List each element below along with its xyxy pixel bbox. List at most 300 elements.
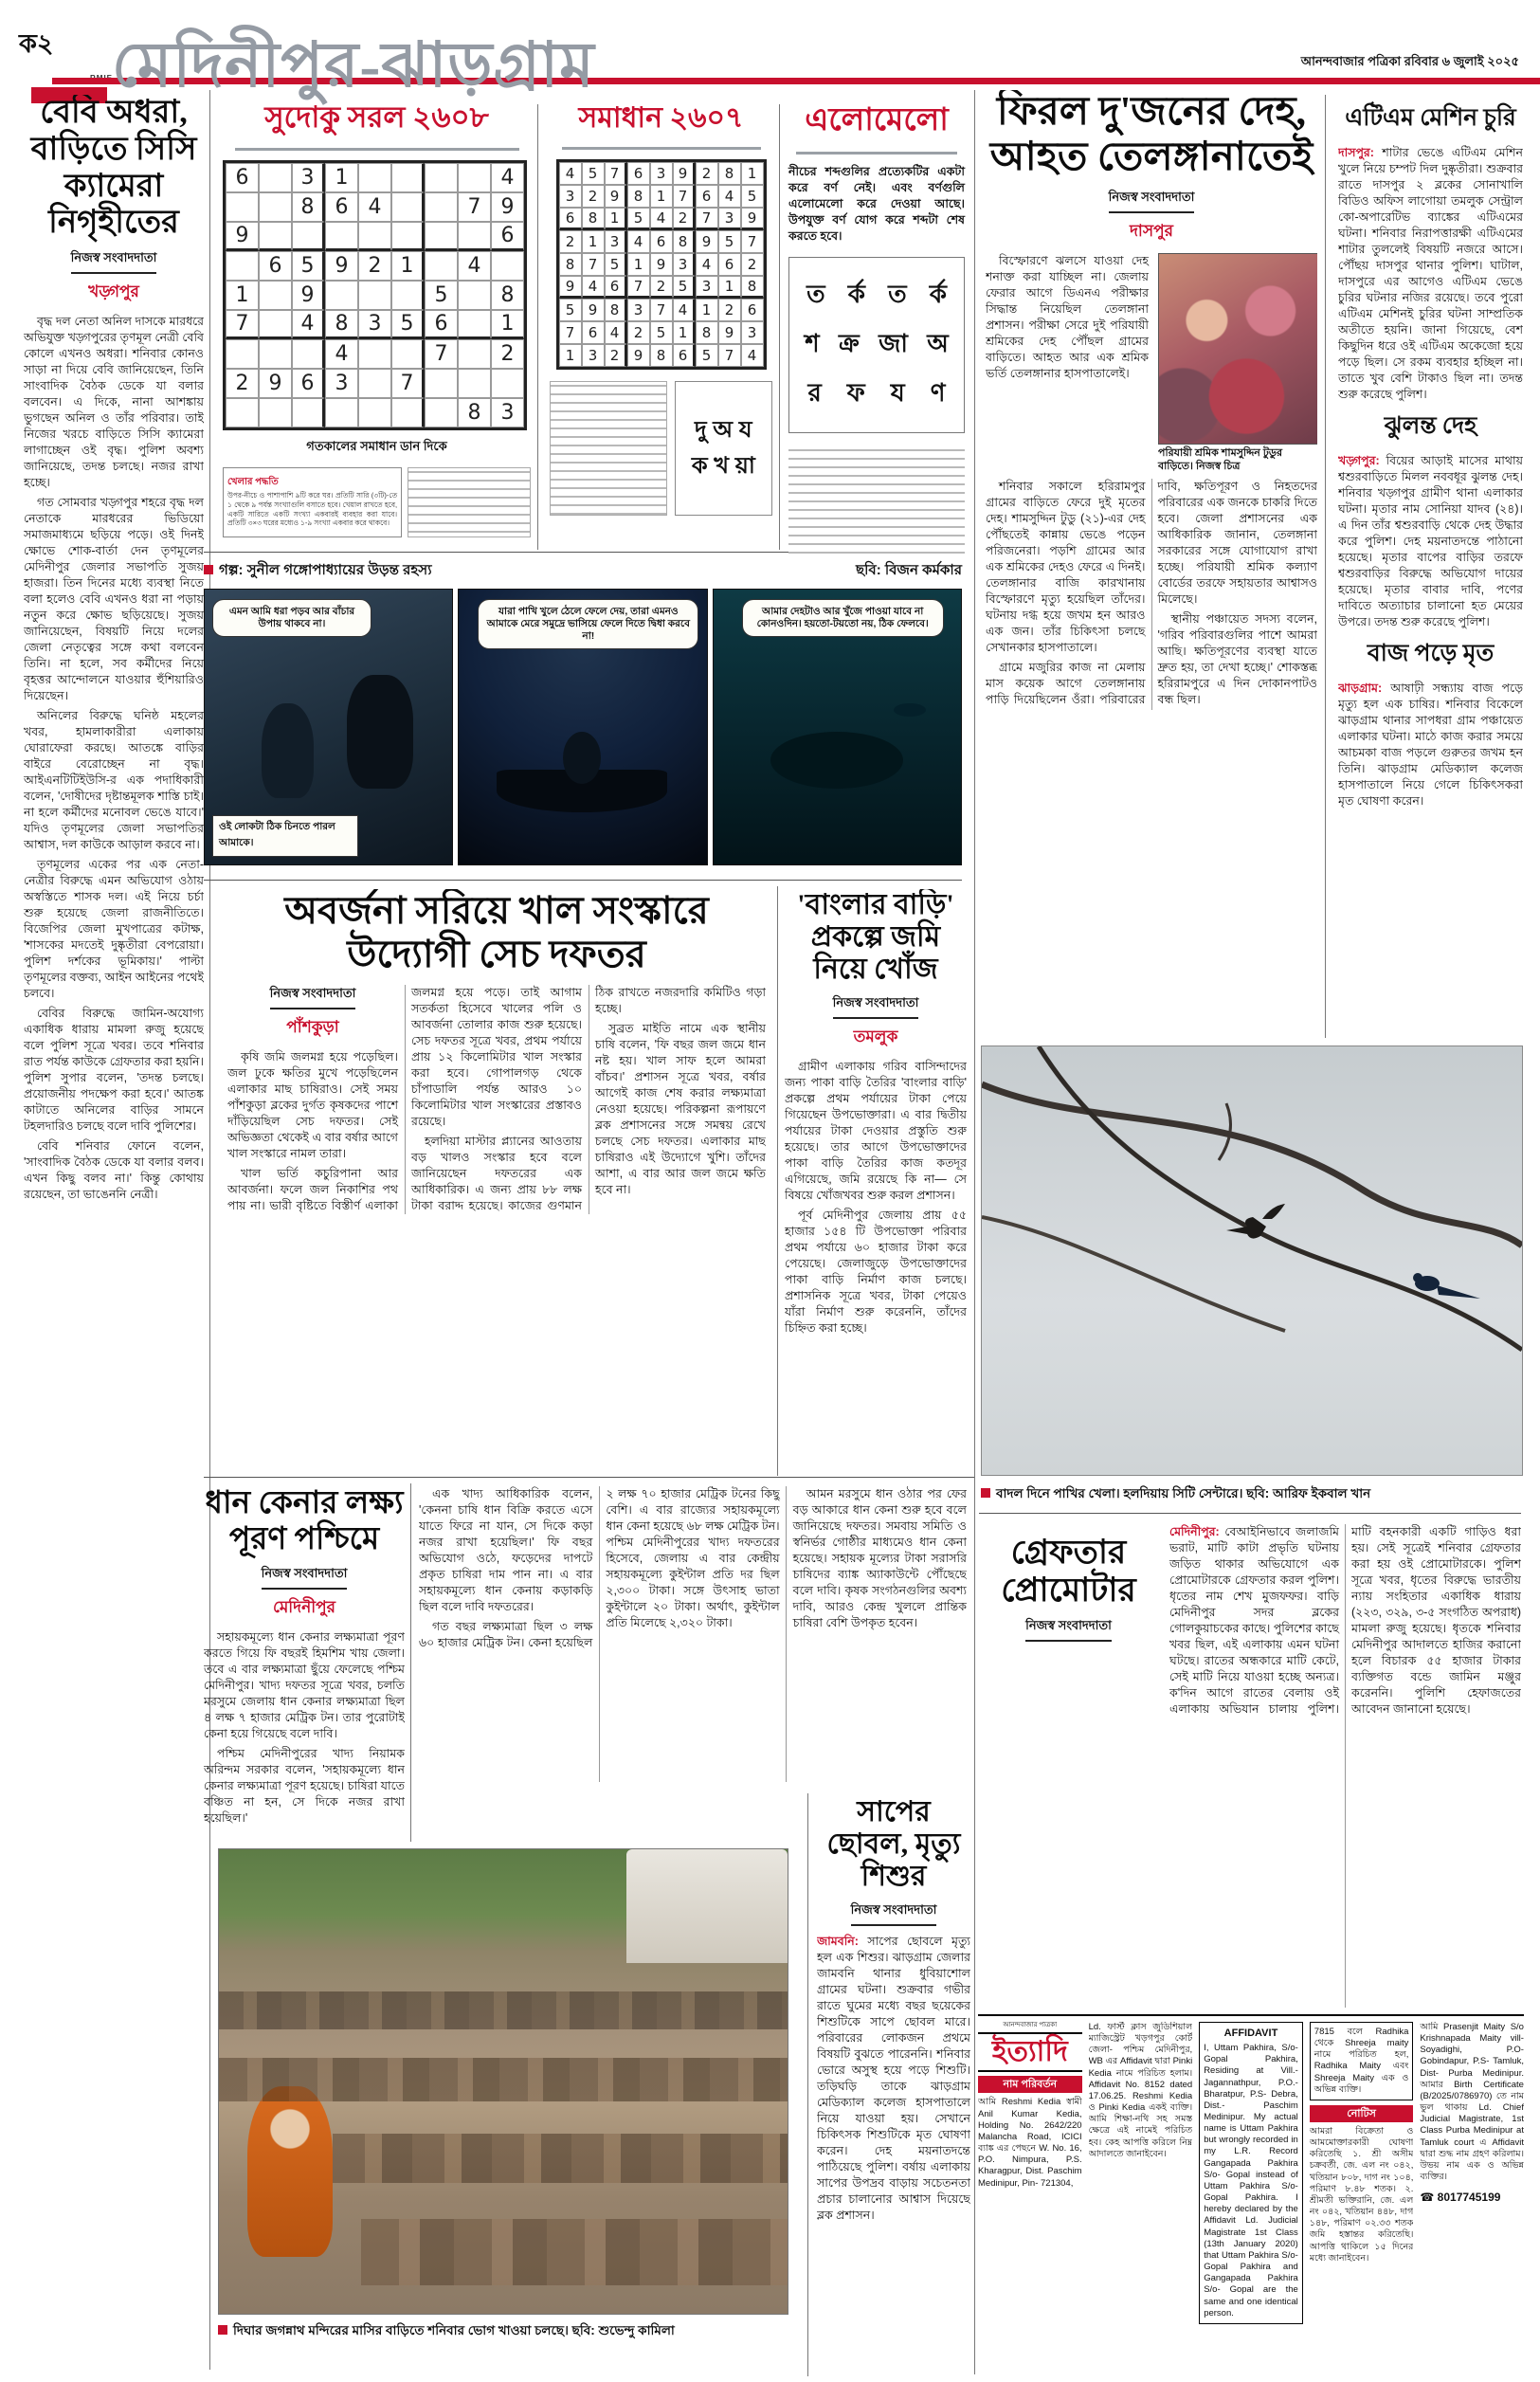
phone-number: 8017745199: [1437, 2191, 1501, 2205]
brief-lead: ঝাড়গ্রাম:: [1338, 682, 1383, 695]
sudoku-cell: [292, 222, 325, 251]
solution-cell: 9: [559, 276, 582, 299]
article-body: [204, 1629, 405, 1827]
solution-cell: 4: [673, 299, 696, 321]
sudoku-cell: [391, 163, 425, 192]
sudoku-cell: [491, 369, 524, 398]
article-saper: [817, 1796, 970, 2376]
solution-cell: 6: [627, 162, 650, 185]
caption-text: দিঘার জগন্নাথ মন্দিরের মাসির বাড়িতে শনিবার ভোগ খাওয়া চলছে। ছবি: শুভেন্দু কামিলা: [233, 2323, 675, 2337]
sudoku-cell: [458, 369, 491, 398]
solution-cell: 9: [627, 344, 650, 367]
paragraph: খাল ভর্তি কচুরিপানা আর আবর্জনা। ফলে জল নিকাশির পথ পায় না। ভারী বৃষ্টিতে বিস্তীর্ণ এলাকা জলমগ্ন হয়ে পড়ে। তাই আগাম সতর্কতা হিসেবে খালের পলি ও আবর্জনা তোলার কাজ শুরু হয়েছে। সেচ দফতর সূত্রে খবর, প্রথম পর্যায়ে প্রায় ১২ কিলোমিটার খাল সংস্কার করা হবে। গোপালগড় থেকে চাঁপাডালি পর্যন্ত আরও ১০ কিলোমিটার খাল সংস্কারের প্রস্তাবও রয়েছে।: [227, 986, 582, 1213]
sudoku-cell: 4: [491, 163, 524, 192]
sudoku-cell: 9: [491, 192, 524, 222]
figure-silhouette: [262, 703, 314, 798]
name-change-header: নাম পরিবর্তন: [978, 2076, 1082, 2093]
classifieds-logo: ইত্যাদি: [978, 2032, 1082, 2072]
byline-text: নিজস্ব সংবাদদাতা: [71, 249, 157, 274]
brief-title: ঝুলন্ত দেহ: [1384, 413, 1477, 439]
sudoku-cell: 2: [358, 251, 391, 281]
sudoku-cell: 2: [226, 369, 259, 398]
sudoku-cell: 1: [391, 251, 425, 281]
paragraph: বিস্ফোরণে ঝলসে যাওয়া দেহ শনাক্ত করা যাচ্ছিল না। জেলায় ফেরার আগে ডিএনএ পরীক্ষার সিদ্ধান্ত নিয়েছিল তেলঙ্গানা প্রশাসন। পরীক্ষা সেরে দুই পরিযায়ী শ্রমিকের দেহ পৌঁছল গ্রামের বাড়িতে। আহত আর এক শ্রমিক ভর্তি তেলঙ্গানার হাসপাতালেই।: [986, 253, 1149, 380]
paragraph: স্থানীয় পঞ্চায়েত সদস্য বলেন, 'গরিব পরিবারগুলির পাশে আমরা আছি। ক্ষতিপূরণের ব্যবস্থা যাতে দ্রুত হয়, তা দেখা হচ্ছে।' শোকস্তব্ধ হরিরামপুরে এ দিন দোকানপাটও বন্ধ ছিল।: [1157, 612, 1317, 707]
solution-title: সমাধান ২৬০৭: [578, 102, 744, 134]
classifieds-block: [978, 2014, 1524, 2382]
solution-cell: 2: [718, 299, 741, 321]
article-banglar-bari: [785, 889, 967, 1475]
sudoku-cell: [425, 192, 458, 222]
divider: [537, 104, 538, 550]
paragraph: বেবি শনিবার ফোনে বলেন, 'সাংবাদিক বৈঠক ডেকে যা বলার বলব। এখন কিছু বলব না।' কিন্তু কোথায় রয়েছেন, তা ভাঙেননি নেত্রী।: [24, 1139, 204, 1201]
article-firol: [986, 90, 1317, 1038]
paragraph: পশ্চিম মেদিনীপুরের খাদ্য নিয়ামক অরিন্দম সরকার বলেন, 'সহায়কমূল্যে ধান কেনার লক্ষ্যমাত্রা পূরণ হয়েছে। চাষিরা যাতে বঞ্চিত না হন, সে দিকে নজর রাখা হয়েছিল।': [204, 1747, 405, 1826]
brief-body: [1338, 453, 1523, 630]
solution-cell: 2: [741, 253, 764, 276]
elomelo-letter: র্ক: [847, 280, 865, 309]
paragraph: আমন মরসুমে ধান ওঠার পর ফের বড় আকারে ধান কেনা শুরু হবে বলে জানিয়েছে দফতর। সমবায় সমিতি ও স্বনির্ভর গোষ্ঠীর মাধ্যমেও ধান কেনা হয়েছে। সহায়ক মূল্যের টাকা সরাসরি চাষিদের ব্যাঙ্ক অ্যাকাউন্টে পৌঁছেছে বলে দাবি। কৃষক সংগঠনগুলির অবশ্য দাবি, আরও কেন্দ্র খুললে প্রান্তিক চাষিরা বেশি উপকৃত হবেন।: [792, 1487, 967, 1629]
speech-bubble: এমন আমি ধরা পড়ব আর বাঁচার উপায় থাকবে না।: [212, 599, 371, 637]
sudoku-cell: [458, 281, 491, 310]
sudoku-cell: 6: [226, 163, 259, 192]
elomelo-letter-row: [795, 373, 958, 415]
solution-cell: 4: [582, 276, 605, 299]
crowd-row: [219, 1991, 788, 2029]
panel-caption: ওই লোকটা ঠিক চিনতে পারল আমাকে।: [212, 815, 358, 857]
byline-text: নিজস্ব সংবাদদাতা: [851, 1901, 937, 1926]
affidavit-box: [1199, 2022, 1303, 2324]
sudoku-cell: 7: [226, 310, 259, 339]
bhog-photo-caption: [218, 2320, 787, 2342]
notice-text: আমরা বিক্রেতা ও আমমোক্তারকারী ঘোষণা করিতেছি ১. শ্রী অসীম চক্রবর্তী, জে. এল নং ০৪২, খতিয়ান ৮০৮, দাগ নং ১০৪, পরিমাণ ৮.৪৮ শতক। ২. শ্রীমতী ভক্তিরানি, জে. এল নং ০৪২, খতিয়ান ৪৪৮, দাগ ১৪৮, পরিমাণ ০২.৩৩ শতক জমি হস্তান্তর করিতেছি। আপত্তি থাকিলে ১৫ দিনের মধ্যে জানাইবেন।: [1309, 2126, 1414, 2264]
sudoku-cell: 6: [325, 192, 358, 222]
elomelo-letter: ণ: [930, 378, 946, 408]
article-intro: [986, 253, 1149, 474]
article-byline: [817, 1901, 970, 1926]
article-body: [986, 479, 1317, 710]
bird-photo: [981, 1046, 1523, 1476]
elomelo-instructions: নীচের শব্দগুলির প্রত্যেকটির একটা করে বর্ণ নেই। এবং বর্ণগুলি এলোমেলো করে দেওয়া আছে। উপযুক্ত বর্ণ যোগ করে শব্দটা শেষ করতে হবে।: [788, 165, 965, 243]
solution-cell: 1: [718, 276, 741, 299]
solution-cell: 6: [718, 253, 741, 276]
branches-illustration: [982, 1046, 1522, 1475]
article-promoter: [981, 1524, 1521, 2008]
paragraph: গ্রামীণ এলাকায় গরিব বাসিন্দাদের জন্য পাকা বাড়ি তৈরির 'বাংলার বাড়ি' প্রকল্পে প্রথম পর্যায়ের টাকা পেয়ে গিয়েছেন উপভোক্তারা। এ বার দ্বিতীয় পর্যায়ের টাকা দেওয়ার প্রস্তুতি শুরু হয়েছে। তার আগে উপভোক্তাদের পাকা বাড়ি তৈরির কাজ কতদূর এগিয়েছে, জমি রয়েছে কি না— সে বিষয়ে খোঁজখবর শুরু করল প্রশাসন।: [785, 1059, 967, 1202]
red-square-bullet: [981, 1488, 990, 1498]
brief-body: [1338, 681, 1523, 809]
comic-panel-1: [204, 589, 453, 865]
elomelo-letter: র্ক: [929, 280, 947, 309]
classified-ad: 7815 বলে Radhika থেকে Shreeja maity নামে পরিচিত হল, Radhika Maity এবং Shreeja Maity এক ও অভিন্ন ব্যক্তি।: [1310, 2022, 1414, 2100]
classifieds-col-5: [1420, 2022, 1524, 2382]
article-bebi: [24, 95, 204, 2370]
article-dateline: খড়্গপুর: [88, 282, 139, 300]
figure-silhouette: [347, 675, 413, 789]
rule: [979, 1513, 1521, 1514]
paragraph: বৃদ্ধ দল নেতা অনিল দাসকে মারধরে অভিযুক্ত খড়্গপুরের তৃণমূল নেত্রী বেবি কোলে এখনও অধরা। শনিবার কোনও সাড়া না দিয়ে বেবি জানিয়েছেন, তিনি সাংবাদিক বৈঠক ডেকে যা বলার বলবেন। এ দিকে, নানা আশঙ্কায় ভুগছেন অনিল ও তাঁর পরিবার। তাই নিজের খরচে বাড়িতে সিসি ক্যামেরা লাগাচ্ছেন ওই বৃদ্ধ। পুলিশ অবশ্য জানিয়েছে, তদন্ত চলছে। নজর রাখা হচ্ছে।: [24, 315, 204, 489]
solution-cell: 1: [559, 344, 582, 367]
sudoku-cell: [391, 192, 425, 222]
elomelo-letter: অ: [927, 329, 949, 358]
article-dateline: পাঁশকুড়া: [286, 1018, 339, 1037]
article-headline: বেবি অধরা, বাড়িতে সিসি ক্যামেরা নিগৃহীতের: [30, 95, 197, 241]
bird-photo-caption: [981, 1483, 1521, 1505]
figure-silhouette: [247, 2086, 333, 2257]
article-byline: [24, 249, 204, 274]
elomelo-letter-row: [795, 324, 958, 366]
promoter-head-col: [981, 1524, 1156, 2008]
classifieds-brand: আনন্দবাজার পত্রিকা: [1003, 2022, 1058, 2028]
paragraph: গত বছর লক্ষ্যমাত্রা ছিল ৩ লক্ষ ৬০ হাজার মেট্রিক টন। কেনা হয়েছিল ২ লক্ষ ৭০ হাজার মেট্রিক টনের কিছু বেশি। এ বার রাজ্যের সহায়কমূল্যে ধান কেনা হয়েছে ৬৮ লক্ষ মেট্রিক টন। পশ্চিম মেদিনীপুরের খাদ্য দফতরের হিসেবে, জেলায় এ বার কেন্দ্রীয় সহায়কমূল্যে কুইন্টাল প্রতি দর ছিল ২,৩০০ টাকা। সঙ্গে উৎসাহ ভাতা কুইন্টালে ২০ টাকা। অর্থাৎ, কুইন্টাল প্রতি মিলেছে ২,৩২০ টাকা।: [419, 1487, 780, 1649]
solution-cell: 3: [559, 185, 582, 208]
sudoku-cell: [458, 163, 491, 192]
classifieds-phone: [1420, 2191, 1524, 2205]
byline-text: নিজস্ব সংবাদদাতা: [1025, 1617, 1112, 1642]
sudoku-cell: [458, 339, 491, 369]
classified-ad: আমি Reshmi Kedia স্বামী Anil Kumar Kedia, Holding No. 2642/220 Malancha Road, ICICI ব্যাঙ্ক এর পেছনে W. No. 16, P.O. Nimpura, P.S. Kharagpur, Dist. Paschim Medinipur, Pin- 721304,: [978, 2097, 1082, 2189]
brief-title: এটিএম মেশিন চুরি: [1345, 105, 1516, 131]
paragraph: কৃষি জমি জলমগ্ন হয়ে পড়েছিল। জল ঢুকে ক্ষতির মুখে পড়েছিলেন এলাকার মাছ চাষিরাও। সেই সময় পাঁশকুড়া ব্লকের দুর্গত কৃষকদের পাশে দাঁড়িয়েছিল সেচ দফতর। সেই অভিজ্ঞতা থেকেই এ বার বর্ষার আগে খাল সংস্কারে নামল তারা।: [227, 1050, 398, 1161]
sudoku-cell: 6: [491, 222, 524, 251]
solution-cell: 3: [718, 208, 741, 230]
sudoku-cell: [391, 339, 425, 369]
title-underline: [235, 148, 519, 151]
paragraph: গত সোমবার খড়্গপুর শহরে বৃদ্ধ দল নেতাকে মারধরের ভিডিয়ো সমাজমাধ্যমে ছড়িয়ে পড়ে। ওই দিনই ক্ষোভে শোক-বার্তা দেন তৃণমূলের মেদিনীপুর জেলার সভাপতি সুজয় হাজরা। তিন দিনের মধ্যে ব্যবস্থা নিতে বলা হলেও বেবি এখনও ধরা না পড়ায় নতুন করে ক্ষোভ ছড়িয়েছে। সুজয় জানিয়েছেন, বিষয়টি নিয়ে দলের জেলা নেতৃত্বের সঙ্গে কথা বলবেন তিনি। না হলে, সব কর্মীদের নিয়ে বৃহত্তর আন্দোলনে যাওয়ার হুঁশিয়ারিও দিয়েছেন।: [24, 496, 204, 702]
sudoku-cell: [259, 222, 292, 251]
article-text: বেআইনিভাবে জলাজমি ভরাট, মাটি কাটা প্রভৃতি ঘটনায় জড়িত থাকার অভিযোগে এক প্রোমোটারকে গ্রেফতার করল পুলিশ। ধৃতের নাম শেখ মুজফফর। বাড়ি মেদিনীপুর সদর ব্লকের গোলকুয়াচকের কাছে। পুলিশের কাছে খবর ছিল, এই এলাকায় এমন ঘটনা ঘটছে। রাতের অন্ধকারে মাটি কেটে, সেই মাটি নিয়ে যাওয়া হচ্ছে অন্যত্র। ক'দিন আগে রাতের বেলায় ওই এলাকায় অভিযান চালায় পুলিশ। মাটি বহনকারী একটি গাড়িও ধরা হয়। সেই সূত্রেই শনিবার গ্রেফতার করা হয় ওই প্রোমোটারকে। পুলিশ সূত্রে খবর, ধৃতের বিরুদ্ধে ভারতীয় ন্যায় সংহিতার একাধিক ধারায় (২২৩, ৩২৯, ৩-৫ সংগঠিত অপরাধ) মামলা রুজু হয়েছে। ধৃতকে শনিবার মেদিনীপুর আদালতে হাজির করানো হলে বিচারক ৫৫ হাজার টাকার ব্যক্তিগত বন্ডে জামিন মঞ্জুর করেননি। পুলিশি হেফাজতের আবেদন জানানো হয়েছে।: [1169, 1525, 1521, 1716]
sudoku-cell: [425, 251, 458, 281]
paragraph: সহায়কমূল্যে ধান কেনার লক্ষ্যমাত্রা পূরণ করতে গিয়ে ফি বছরই হিমশিম খায় জেলা। তবে এ বার লক্ষ্যমাত্রা ছুঁয়ে ফেলেছে পশ্চিম মেদিনীপুর। খাদ্য দফতর সূত্রে খবর, চলতি মরসুমে জেলায় ধান কেনার লক্ষ্যমাত্রা ছিল ৪ লক্ষ ৭ হাজার মেট্রিক টন। তার পুরোটাই কেনা হয়ে গিয়েছে বলে দাবি।: [204, 1630, 405, 1741]
rule: [204, 1477, 974, 1478]
solution-cell: 9: [696, 230, 718, 253]
inverted-answer-print: [408, 467, 531, 537]
solution-cell: 5: [696, 344, 718, 367]
caption-text: বাদল দিনে পাখির খেলা। হলদিয়ায় সিটি সেন্টারে। ছবি: আরিফ ইকবাল খান: [996, 1486, 1371, 1500]
solution-cell: 6: [582, 321, 605, 344]
solution-cell: 8: [741, 276, 764, 299]
solution-cell: 9: [741, 208, 764, 230]
article-headline: অবর্জনা সরিয়ে খাল সংস্কারে উদ্যোগী সেচ দফতর: [284, 889, 709, 975]
solution-cell: 4: [605, 321, 627, 344]
paragraph: সুব্রত মাইতি নামে এক স্থানীয় চাষি বলেন, 'ফি বছর জল জমে ধান নষ্ট হয়। খাল সাফ হলে আমরা বাঁচব।' প্রশাসন সূত্রে খবর, বর্ষার আগেই কাজ শেষ করার লক্ষ্যমাত্রা নেওয়া হয়েছে। পরিকল্পনা রূপায়ণে ব্লক প্রশাসনের সঙ্গে সমন্বয় রেখে চলছে সেচ দফতর। এলাকার মাছ চাষিরাও এই উদ্যোগে খুশি। তাঁদের আশা, এ বার আর জল জমে ক্ষতি হবে না।: [595, 1022, 766, 1197]
sudoku-cell: 6: [259, 251, 292, 281]
solution-cell: 3: [650, 162, 673, 185]
sudoku-cell: [226, 398, 259, 427]
solution-cell: 6: [741, 299, 764, 321]
sudoku-cell: [358, 163, 391, 192]
classified-ad: Ld. ফার্স্ট ক্লাস জুডিশিয়াল ম্যাজিস্ট্রেট খড়গপুর কোর্ট জেলা- পশ্চিম মেদিনীপুর, WB এর Affidavit দ্বারা Pinki Kedia নামে পরিচিত হলাম। Affidavit No. 8152 dated 17.06.25. Reshmi Kedia ও Pinki Kedia একই ব্যক্তি। আমি শিক্ষা-নথি সহ সমস্ত ক্ষেত্রে এই নামেই পরিচিত হব। কেহ আপত্তি করিলে নিম্ন আদালতে জানাইবেন।: [1088, 2022, 1193, 2159]
solution-cell: 1: [696, 299, 718, 321]
solution-cell: 5: [718, 230, 741, 253]
article-lead: মেদিনীপুর:: [1169, 1525, 1220, 1538]
solution-cell: 2: [582, 185, 605, 208]
solution-cell: 1: [650, 185, 673, 208]
divider: [807, 1793, 808, 2376]
solution-cell: 8: [650, 344, 673, 367]
classifieds-col-3: [1199, 2022, 1303, 2382]
solution-cell: 2: [605, 344, 627, 367]
affidavit-title: AFFIDAVIT: [1223, 2027, 1278, 2039]
article-dateline: মেদিনীপুর: [272, 1598, 336, 1617]
solution-cell: 8: [718, 162, 741, 185]
paragraph: পূর্ব মেদিনীপুর জেলায় প্রায় ৫৫ হাজার ১৫৪ টি উপভোক্তা পরিবার প্রথম পর্যায়ে ৬০ হাজার টাকা করে পেয়েছে। জেলাজুড়ে উপভোক্তাদের পাকা বাড়ি নির্মাণ কাজ চলছে। প্রশাসনিক সূত্রে খবর, টাকা পেয়েও যাঁরা নির্মাণ শুরু করেননি, তাঁদের চিহ্নিত করা হচ্ছে।: [785, 1208, 967, 1335]
sudoku-cell: [358, 398, 391, 427]
solution-cell: 9: [650, 253, 673, 276]
sudoku-cell: [325, 398, 358, 427]
solution-cell: 9: [582, 299, 605, 321]
comic-art-credit: ছবি: বিজন কর্মকার: [856, 562, 962, 578]
briefs-column: [1338, 95, 1523, 1038]
solution-cell: 3: [696, 276, 718, 299]
divider: [779, 104, 780, 550]
comic-panel-3: [713, 589, 962, 865]
article-headline: 'বাংলার বাড়ি' প্রকল্পে জমি নিয়ে খোঁজ: [797, 889, 954, 986]
sudoku-cell: 7: [425, 339, 458, 369]
paragraph: তৃণমূলের একের পর এক নেতা-নেত্রীর বিরুদ্ধে এমন অভিযোগ ওঠায় অস্বস্তিতে শাসক দল। এই নিয়ে চর্চা শুরু হয়েছে জেলা রাজনীতিতে। বিজেপির জেলা মুখপাত্রের কটাক্ষ, 'শাসকের মদতেই দুষ্কৃতীরা বেপরোয়া। পুলিশ দর্শকের ভূমিকায়।' পাল্টা তৃণমূলের বক্তব্য, আইন আইনের পথেই চলবে।: [24, 858, 204, 1000]
sudoku-cell: [358, 281, 391, 310]
sudoku-cell: 9: [259, 369, 292, 398]
sudoku-cell: 9: [226, 222, 259, 251]
solution-cell: 9: [605, 185, 627, 208]
solution-cell: 1: [673, 321, 696, 344]
sudoku-cell: [226, 251, 259, 281]
solution-cell: 5: [627, 208, 650, 230]
classifieds-col-4: [1310, 2022, 1414, 2382]
sudoku-cell: 4: [358, 192, 391, 222]
sudoku-cell: 5: [391, 310, 425, 339]
solution-cell: 1: [741, 162, 764, 185]
sudoku-cell: [259, 281, 292, 310]
article-khal: [227, 889, 766, 1475]
paragraph: অনিলের বিরুদ্ধে ঘনিষ্ঠ মহলের খবর, হামলাকারীরা এলাকায় ঘোরাফেরা করছে। আতঙ্কে বাড়ির বাইরে বেরোচ্ছেন না বৃদ্ধ। আইএনটিটিইউসি-র এক পদাধিকারী বলেন, 'দোষীদের দৃষ্টান্তমূলক শাস্তি চাই। না হলে কর্মীদের মনোবল ভেঙে যাবে।' যদিও তৃণমূলের জেলা সভাপতির আশ্বাস, দল কাউকে আড়াল করবে না।: [24, 709, 204, 851]
elomelo-letter: জা: [879, 329, 908, 358]
sudoku-cell: [358, 222, 391, 251]
solution-cell: 3: [627, 299, 650, 321]
sudoku-cell: 8: [491, 281, 524, 310]
solution-cell: 3: [582, 344, 605, 367]
speech-bubble: আমার দেহটাও আর খুঁজে পাওয়া যাবে না কোনওদিন। হয়তো-টয়তো নয়, ঠিক ফেলবে।: [742, 599, 944, 637]
sudoku-cell: [391, 398, 425, 427]
sudoku-cell: 3: [292, 163, 325, 192]
article-body: [817, 1934, 970, 2224]
masthead-title: মেদিনীপুর-ঝাড়গ্রাম: [112, 31, 595, 100]
article-body: [1169, 1524, 1521, 2008]
classified-ad: আমি Prasenjit Maity S/o Krishnapada Maity vill- Soyadighi, P.O- Gobindapur, P.S- Tamluk, Dist- Purba Medinipur. আমার Birth Certificate (B/2025/0786970) তে নাম ভুল থাকায় Ld. Chief Judicial Magistrate, 1st Class Purba Medinipur at Tamluk court এ Affidavit দ্বারা শুদ্ধ নাম গ্রহণ করিলাম। উভয় নাম এক ও অভিন্ন ব্যক্তির।: [1420, 2022, 1524, 2183]
inverted-answer-print: [550, 381, 667, 516]
sudoku-cell: 8: [325, 310, 358, 339]
sudoku-cell: 9: [325, 251, 358, 281]
solution-cell: 4: [741, 344, 764, 367]
solution-cell: 5: [559, 299, 582, 321]
sudoku-cell: 4: [292, 310, 325, 339]
sudoku-cell: [358, 339, 391, 369]
inverted-answer-print: [788, 446, 965, 560]
sudoku-cell: 9: [292, 281, 325, 310]
elomelo-answer-letters: [675, 381, 772, 516]
solution-cell: 7: [605, 162, 627, 185]
classifieds-col-1: [978, 2022, 1082, 2382]
elomelo-letter: র: [807, 378, 822, 408]
crowd-row: [333, 2134, 788, 2183]
solution-cell: 7: [673, 185, 696, 208]
sudoku-cell: 8: [292, 192, 325, 222]
sudoku-cell: 5: [292, 251, 325, 281]
article-lead: জামবনি:: [817, 1934, 859, 1948]
sudoku-cell: [325, 222, 358, 251]
solution-cell: 4: [718, 185, 741, 208]
comic-story-credit: [204, 559, 432, 583]
firol-photo: [1158, 253, 1317, 445]
classifieds-col-2: [1089, 2022, 1193, 2382]
sudoku-cell: [458, 310, 491, 339]
divider: [1325, 95, 1326, 1038]
solution-cell: 4: [696, 253, 718, 276]
solution-cell: 4: [627, 230, 650, 253]
sudoku-title: সুদোকু সরল ২৬০৮: [264, 100, 489, 134]
sudoku-cell: [259, 163, 292, 192]
sudoku-cell: [259, 310, 292, 339]
brief-title: বাজ পড়ে মৃত: [1367, 641, 1495, 666]
answer-row: দু অ য: [695, 416, 752, 443]
title-underline: [562, 147, 761, 150]
byline-text: নিজস্ব সংবাদদাতা: [1109, 189, 1195, 213]
crowd-row: [361, 2219, 788, 2285]
article-byline: [785, 994, 967, 1019]
sudoku-cell: [491, 251, 524, 281]
brief-text: শাটার ভেঙে এটিএম মেশিন খুলে নিয়ে চম্পট দিল দুষ্কৃতীরা। শুক্রবার রাতে দাসপুর ২ ব্লকের সোনাখালি বিডিও অফিস লাগোয়া তমলুক সেন্ট্রাল কো-অপারেটিভ ব্যাঙ্কের এটিএমের ঘটনা। শনিবার নিরাপত্তারক্ষী এটিএমের শাটার তুললেই বিষয়টি নজরে আসে। পৌঁছয় দাসপুর থানার পুলিশ। ঘাটাল, দাসপুরে এর আগেও এটিএম ভেঙে চুরির ঘটনার নজির রয়েছে। তবে পুরো এটিএম মেশিনই চুরির ঘটনা সাম্প্রতিক অতীতে হয়নি। জানা গিয়েছে, বেশ কিছুদিন ধরে ওই এটিএম অকেজো হয়ে পড়ে ছিল। সে রকম ব্যবহার হচ্ছিল না। তাতে খুব বেশি টাকাও ছিল না। তদন্ত শুরু করেছে পুলিশ।: [1338, 146, 1523, 401]
solution-cell: 7: [559, 321, 582, 344]
solution-cell: 7: [741, 230, 764, 253]
solution-cell: 5: [673, 276, 696, 299]
elomelo-letter: শ: [805, 329, 820, 358]
comic-panel-2: [458, 589, 707, 865]
brief-baj: [1338, 634, 1523, 809]
solution-cell: 7: [718, 344, 741, 367]
solution-cell: 8: [582, 208, 605, 230]
bhog-photo: [218, 1848, 788, 2315]
paragraph: এক খাদ্য আধিকারিক বলেন, 'কেননা চাষি ধান বিক্রি করতে এসে যাতে ফিরে না যান, সে দিকে কড়া নজর রাখা হয়েছিল।' ফি বছর অভিযোগ ওঠে, ফড়েদের দাপটে প্রকৃত চাষিরা দাম পান না। এ বার সহায়কমূল্যে ধান কেনায় কড়াকড়ি ছিল বলে দাবি দফতরের।: [419, 1487, 593, 1613]
solution-cell: 3: [673, 253, 696, 276]
sudoku-cell: [391, 281, 425, 310]
page-number: ক২: [19, 29, 54, 58]
solution-cell: 8: [605, 299, 627, 321]
solution-cell: 1: [627, 253, 650, 276]
elomelo-letter-row: [795, 275, 958, 317]
sudoku-cell: 6: [292, 369, 325, 398]
sudoku-cell: 8: [458, 398, 491, 427]
title-underline: [796, 152, 957, 155]
solution-cell: 6: [559, 208, 582, 230]
paragraph: শনিবার সকালে হরিরামপুর গ্রামের বাড়িতে ফেরে দুই মৃতের দেহ। শামসুদ্দিন টুডু (২১)-এর দেহ পৌঁছতেই কান্নায় ভেঙে পড়েন পরিজনেরা। পড়শি গ্রামের আর এক শ্রমিকের দেহও ফেরে এ দিনই। তেলঙ্গানার বাজি কারখানায় বিস্ফোরণে মৃত্যু হয়েছিল তাঁদের। ঘটনায় দগ্ধ হয়ে জখম হন আরও এক জন। তাঁর চিকিৎসা চলছে সেখানকার হাসপাতালে।: [986, 480, 1146, 655]
sudoku-cell: 7: [391, 369, 425, 398]
sudoku-cell: 6: [425, 310, 458, 339]
elomelo-letter: ত: [806, 280, 825, 309]
solution-cell: 8: [673, 230, 696, 253]
brief-text: আষাঢ়ী সন্ধ্যায় বাজ পড়ে মৃত্যু হল এক চাষির। শনিবার বিকেলে ঝাড়গ্রাম থানার সাপধরা গ্রাম পঞ্চায়েত এলাকার ঘটনা। মাঠে কাজ করার সময়ে আচমকা বাজ পড়লে গুরুতর জখম হন তিনি। ঝাড়গ্রাম মেডিক্যাল কলেজ হাসপাতালে নিয়ে গেলে চিকিৎসকরা মৃত ঘোষণা করেন।: [1338, 682, 1523, 808]
solution-cell: 2: [673, 208, 696, 230]
solution-cell: 7: [650, 299, 673, 321]
sudoku-cell: 2: [491, 339, 524, 369]
elomelo-title: এলোমেলো: [805, 103, 949, 137]
article-photo-wrap: [1158, 253, 1317, 474]
article-dateline: তমলুক: [853, 1027, 898, 1046]
sudoku-cell: [325, 281, 358, 310]
sudoku-cell: [458, 222, 491, 251]
solution-cell: 4: [559, 162, 582, 185]
elomelo-letter: ক্র: [838, 329, 860, 358]
solution-cell: 6: [650, 230, 673, 253]
paragraph: হলদিয়া মাস্টার প্ল্যানের আওতায় বড় খালও সংস্কার হবে বলে জানিয়েছেন দফতরের এক আধিকারিক। এ জন্য প্রায় ৮৮ লক্ষ টাকা বরাদ্দ হয়েছে। কাজের গুণমান ঠিক রাখতে নজরদারি কমিটিও গড়া হচ্ছে।: [411, 986, 766, 1213]
sudoku-cell: 5: [425, 281, 458, 310]
solution-cell: 4: [650, 208, 673, 230]
solution-cell: 5: [650, 321, 673, 344]
crowd-row: [219, 2058, 788, 2101]
notice-header: নোটিস: [1310, 2105, 1414, 2122]
sudoku-puzzle-block: [223, 95, 531, 537]
divider: [974, 90, 975, 2374]
phone-icon: ☎: [1420, 2191, 1435, 2205]
sudoku-solution-block: [550, 95, 772, 516]
article-headline: গ্রেফতার প্রোমোটার: [1001, 1534, 1136, 1609]
sudoku-cell: [226, 339, 259, 369]
sudoku-cell: 7: [458, 192, 491, 222]
sudoku-cell: [292, 339, 325, 369]
sudoku-cell: 1: [491, 310, 524, 339]
sudoku-cell: [425, 398, 458, 427]
sudoku-cell: 4: [325, 339, 358, 369]
article-body: [785, 1059, 967, 1336]
comic-strip: [204, 559, 962, 865]
byline-text: নিজস্ব সংবাদদাতা: [270, 985, 356, 1009]
elomelo-letter: য: [890, 378, 905, 408]
sudoku-cell: 3: [325, 369, 358, 398]
article-headline: ফিরল দু'জনের দেহ, আহত তেলঙ্গানাতেই: [989, 90, 1314, 179]
solution-cell: 1: [582, 230, 605, 253]
fish-silhouette: [894, 703, 926, 717]
solution-cell: 2: [559, 230, 582, 253]
red-square-bullet: [218, 2325, 227, 2335]
solution-cell: 9: [718, 321, 741, 344]
solution-cell: 7: [627, 276, 650, 299]
temple-structure: [626, 1849, 788, 1963]
sudoku-cell: 4: [458, 251, 491, 281]
solution-cell: 8: [559, 253, 582, 276]
sudoku-cell: 3: [491, 398, 524, 427]
solution-cell: 6: [673, 344, 696, 367]
sudoku-cell: 3: [358, 310, 391, 339]
sudoku-cell: [226, 192, 259, 222]
article-byline: [204, 1565, 405, 1590]
sudoku-cell: [259, 398, 292, 427]
article-headline: ধান কেনার লক্ষ্য পূরণ পশ্চিমে: [205, 1486, 404, 1556]
solution-cell: 6: [696, 185, 718, 208]
solution-cell: 2: [696, 162, 718, 185]
sudoku-cell: [425, 369, 458, 398]
solution-cell: 9: [673, 162, 696, 185]
solution-cell: 5: [741, 185, 764, 208]
red-square-bullet: [204, 565, 213, 574]
method-text: উপর-নীচে ও পাশাপাশি ৯টি করে ঘর। প্রতিটি সারি (৩টি)-তে ১ থেকে ৯ পর্যন্ত সংখ্যাগুলি বসাতে হবে। খেয়াল রাখতে হবে, একটি সারিতে একটি সংখ্যা একবারই ব্যবহার করা যাবে। প্রতিটি ৩×৩ ঘরের মধ্যেও ১-৯ সংখ্যা একবার করে থাকবে।: [227, 491, 398, 528]
article-text: সাপের ছোবলে মৃত্যু হল এক শিশুর। ঝাড়গ্রাম জেলার জামবনি থানার ধুবিয়াশোল গ্রামের ঘটনা। শুক্রবার গভীর রাতে ঘুমের মধ্যে বছর ছয়েকের শিশুটিকে সাপে ছোবল মারে। পরিবারের লোকজন প্রথমে বিষয়টি বুঝতে পারেননি। শনিবার ভোরে অসুস্থ হয়ে পড়ে শিশুটি। তড়িঘড়ি তাকে ঝাড়গ্রাম মেডিক্যাল কলেজ হাসপাতালে নিয়ে যাওয়া হয়। সেখানে চিকিৎসক শিশুটিকে মৃত ঘোষণা করেন। দেহ ময়নাতদন্তে পাঠিয়েছে পুলিশ। বর্ষায় এলাকায় সাপের উপদ্রব বাড়ায় সচেতনতা প্রচার চালানোর আশ্বাস দিয়েছে ব্লক প্রশাসন।: [817, 1934, 970, 2222]
divider: [410, 1483, 411, 1842]
solution-cell: 3: [741, 321, 764, 344]
rule: [204, 880, 962, 881]
article-byline: [986, 189, 1317, 213]
sudoku-note: গতকালের সমাধান ডান দিকে: [306, 439, 447, 453]
article-dhan-continued: [419, 1486, 967, 1782]
sudoku-cell: [425, 222, 458, 251]
